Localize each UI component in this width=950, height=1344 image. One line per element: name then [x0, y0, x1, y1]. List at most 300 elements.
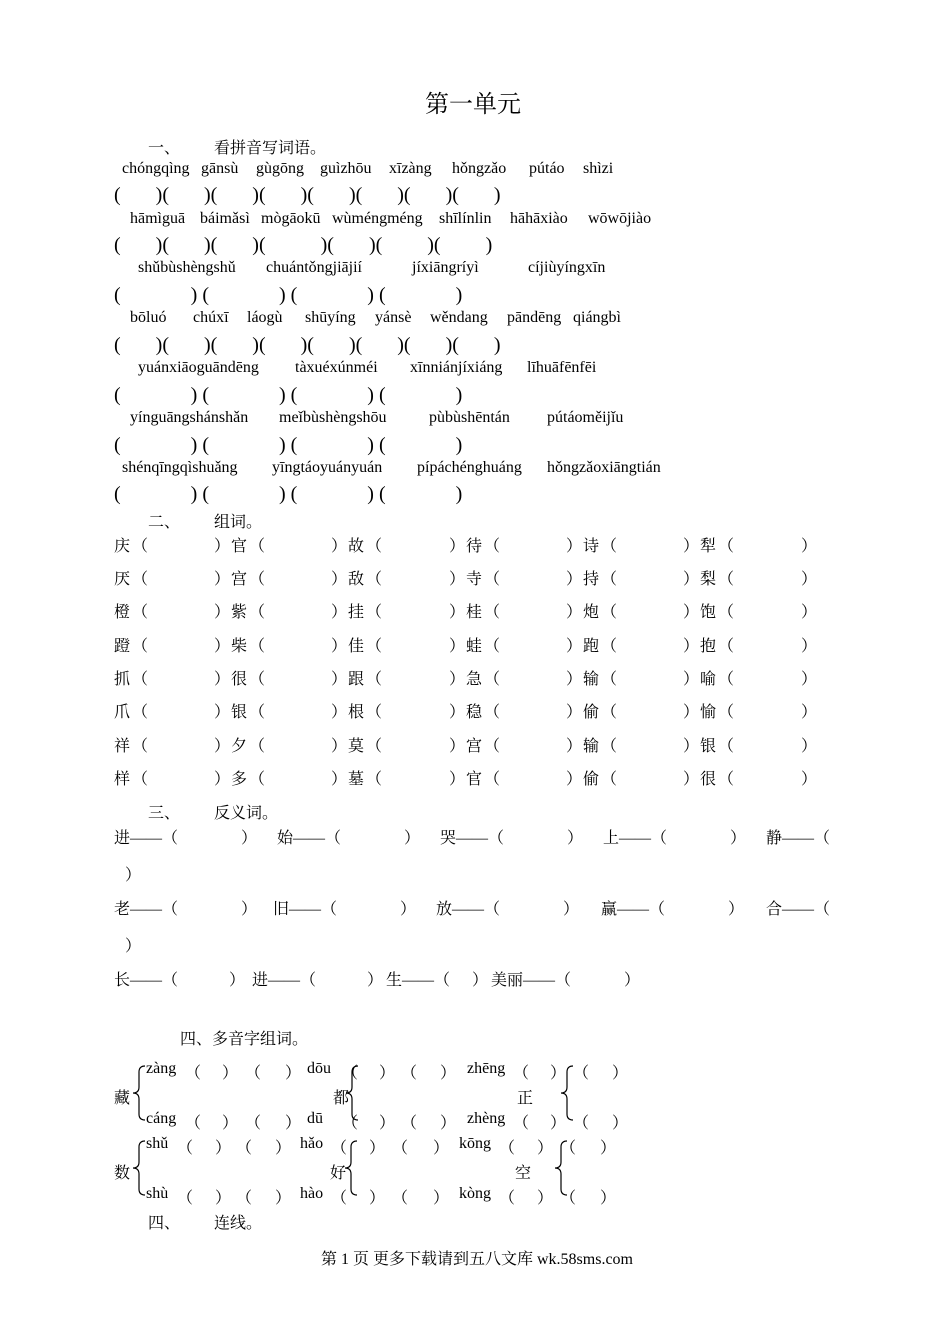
section-1-number: 一、 [148, 140, 181, 157]
antonym-item: 放——（ [436, 901, 501, 918]
polyphone-reading: hào [300, 1185, 324, 1202]
antonym-item: 进——（ [114, 830, 179, 847]
polyphone-open-paren: （ [236, 1190, 253, 1207]
antonym-item: 长——（ [114, 972, 179, 989]
antonym-close-paren: ） [728, 901, 745, 918]
section-2-label: 组词。 [214, 514, 263, 531]
polyphone-reading: shù [146, 1185, 169, 1202]
section-5-label: 连线。 [214, 1215, 263, 1232]
zuci-open-paren: （ [132, 671, 149, 688]
zuci-close-paren: ） [566, 738, 583, 755]
zuci-close-paren: ） [214, 604, 231, 621]
pinyin-word: hǒngzǎo [452, 160, 507, 177]
zuci-close-paren: ） [683, 671, 700, 688]
pinyin-word: shǔbùshèngshǔ [138, 259, 236, 276]
zuci-close-paren: ） [331, 638, 348, 655]
zuci-open-paren: （ [132, 704, 149, 721]
zuci-char: 炮 [583, 604, 600, 621]
zuci-open-paren: （ [132, 604, 149, 621]
pinyin-word: guìzhōu [320, 160, 372, 177]
zuci-close-paren: ） [449, 538, 466, 555]
polyphone-close-paren: ） [600, 1190, 617, 1207]
polyphone-char: 数 [114, 1165, 131, 1182]
polyphone-open-paren: （ [245, 1065, 262, 1082]
zuci-char: 墓 [348, 771, 365, 788]
polyphone-close-paren: ） [612, 1115, 629, 1132]
zuci-open-paren: （ [484, 704, 501, 721]
polyphone-close-paren: ） [440, 1115, 457, 1132]
brace-icon [345, 1141, 359, 1195]
polyphone-open-paren: （ [245, 1115, 262, 1132]
pinyin-word: chuántǒngjiājií [266, 259, 362, 276]
pinyin-word: pútáo [529, 160, 565, 177]
polyphone-char: 藏 [114, 1090, 131, 1107]
zuci-close-paren: ） [214, 571, 231, 588]
zuci-open-paren: （ [249, 704, 266, 721]
pinyin-word: xīnniánjíxiáng [410, 359, 503, 376]
zuci-open-paren: （ [718, 704, 735, 721]
polyphone-close-paren: ） [285, 1065, 302, 1082]
pinyin-word: hǒngzǎoxiāngtián [547, 459, 661, 476]
polyphone-close-paren: ） [379, 1115, 396, 1132]
pinyin-word: jíxiāngríyì [412, 259, 479, 276]
pinyin-word: līhuāfēnfēi [527, 359, 597, 376]
antonym-item: 静——（ [766, 830, 831, 847]
polyphone-close-paren: ） [379, 1065, 396, 1082]
zuci-char: 饱 [700, 604, 717, 621]
polyphone-open-paren: （ [177, 1190, 194, 1207]
pinyin-word: shūyíng [305, 309, 356, 326]
pinyin-word: shìzi [583, 160, 614, 177]
polyphone-reading: zhèng [467, 1110, 506, 1127]
brace-icon [555, 1141, 569, 1195]
antonym-close-paren: ） [367, 972, 384, 989]
zuci-close-paren: ） [214, 704, 231, 721]
zuci-open-paren: （ [601, 638, 618, 655]
zuci-close-paren: ） [449, 604, 466, 621]
antonym-item: 旧——（ [273, 901, 338, 918]
antonym-item: 赢——（ [601, 901, 666, 918]
polyphone-open-paren: （ [499, 1140, 516, 1157]
zuci-close-paren: ） [566, 771, 583, 788]
polyphone-open-paren: （ [513, 1065, 530, 1082]
zuci-char: 寺 [466, 571, 483, 588]
antonym-item: 哭——（ [440, 830, 505, 847]
zuci-close-paren: ） [683, 704, 700, 721]
zuci-char: 诗 [583, 538, 600, 555]
zuci-char: 抱 [700, 638, 717, 655]
zuci-char: 跟 [348, 671, 365, 688]
antonym-item: 生——（ [386, 972, 451, 989]
antonym-item: 美丽——（ [491, 972, 572, 989]
zuci-close-paren: ） [801, 538, 818, 555]
zuci-close-paren: ） [214, 671, 231, 688]
zuci-open-paren: （ [366, 638, 383, 655]
polyphone-close-paren: ） [550, 1115, 567, 1132]
pinyin-word: shīlínlin [439, 210, 492, 227]
antonym-item: 始——（ [277, 830, 342, 847]
section-2-number: 二、 [148, 514, 181, 531]
zuci-open-paren: （ [484, 538, 501, 555]
zuci-open-paren: （ [249, 771, 266, 788]
polyphone-open-paren: （ [401, 1065, 418, 1082]
zuci-open-paren: （ [601, 704, 618, 721]
zuci-open-paren: （ [601, 571, 618, 588]
zuci-close-paren: ） [331, 571, 348, 588]
pinyin-word: gānsù [201, 160, 239, 177]
antonym-close-paren: ） [404, 830, 421, 847]
page-footer: 第 1 页 更多下载请到五八文库 wk.58sms.com [321, 1251, 634, 1268]
zuci-char: 祥 [114, 738, 131, 755]
zuci-open-paren: （ [366, 671, 383, 688]
zuci-char: 桂 [466, 604, 483, 621]
zuci-close-paren: ） [801, 771, 818, 788]
zuci-close-paren: ） [214, 771, 231, 788]
zuci-close-paren: ） [214, 738, 231, 755]
antonym-item: 进——（ [252, 972, 317, 989]
antonym-item: 老——（ [114, 901, 179, 918]
polyphone-char: 都 [333, 1090, 350, 1107]
zuci-close-paren: ） [566, 638, 583, 655]
zuci-close-paren: ） [331, 704, 348, 721]
section-3-number: 三、 [148, 805, 181, 822]
zuci-open-paren: （ [484, 638, 501, 655]
pinyin-word: shénqīngqìshuǎng [122, 459, 238, 476]
zuci-open-paren: （ [132, 538, 149, 555]
zuci-open-paren: （ [718, 571, 735, 588]
pinyin-word: hāhāxiào [510, 210, 568, 227]
pinyin-word: meǐbùshèngshōu [279, 409, 387, 426]
polyphone-reading: zàng [146, 1060, 177, 1077]
zuci-open-paren: （ [601, 604, 618, 621]
zuci-open-paren: （ [249, 571, 266, 588]
polyphone-close-paren: ） [275, 1190, 292, 1207]
zuci-close-paren: ） [331, 738, 348, 755]
zuci-char: 莫 [348, 738, 365, 755]
answer-parentheses: ( ) ( ) ( ) ( ) [114, 483, 463, 505]
pinyin-word: cíjiùyíngxīn [528, 259, 606, 276]
pinyin-word: hāmìguā [130, 210, 186, 227]
zuci-close-paren: ） [566, 704, 583, 721]
polyphone-close-paren: ） [222, 1115, 239, 1132]
polyphone-reading: shǔ [146, 1135, 169, 1152]
polyphone-open-paren: （ [499, 1190, 516, 1207]
pinyin-word: wōwōjiào [588, 210, 652, 227]
zuci-close-paren: ） [566, 571, 583, 588]
polyphone-reading: cáng [146, 1110, 177, 1127]
zuci-close-paren: ） [449, 571, 466, 588]
zuci-open-paren: （ [601, 671, 618, 688]
antonym-close-paren: ） [563, 901, 580, 918]
pinyin-word: wùméngméng [332, 210, 423, 227]
zuci-close-paren: ） [801, 738, 818, 755]
zuci-close-paren: ） [801, 704, 818, 721]
zuci-char: 柴 [231, 638, 248, 655]
pinyin-word: yínguāngshánshǎn [130, 409, 249, 426]
zuci-open-paren: （ [601, 538, 618, 555]
zuci-close-paren: ） [449, 738, 466, 755]
polyphone-close-paren: ） [215, 1190, 232, 1207]
zuci-open-paren: （ [484, 571, 501, 588]
polyphone-open-paren: （ [392, 1190, 409, 1207]
pinyin-word: xīzàng [389, 160, 432, 177]
zuci-char: 持 [583, 571, 600, 588]
zuci-char: 样 [114, 771, 131, 788]
antonym-close-paren: ） [241, 901, 258, 918]
zuci-open-paren: （ [132, 738, 149, 755]
pinyin-word: chúxī [193, 309, 229, 326]
polyphone-open-paren: （ [331, 1190, 348, 1207]
pinyin-word: yánsè [375, 309, 412, 326]
polyphone-open-paren: （ [560, 1190, 577, 1207]
polyphone-close-paren: ） [550, 1065, 567, 1082]
zuci-open-paren: （ [366, 604, 383, 621]
zuci-char: 银 [231, 704, 248, 721]
zuci-char: 犁 [700, 538, 717, 555]
zuci-char: 故 [348, 538, 365, 555]
zuci-close-paren: ） [331, 538, 348, 555]
zuci-close-paren: ） [449, 671, 466, 688]
zuci-open-paren: （ [718, 671, 735, 688]
answer-parentheses: ( )( )( )( )( )( )( )( ) [114, 184, 501, 206]
zuci-char: 梨 [700, 571, 717, 588]
zuci-char: 跑 [583, 638, 600, 655]
zuci-char: 夕 [231, 738, 248, 755]
zuci-close-paren: ） [683, 638, 700, 655]
zuci-close-paren: ） [331, 771, 348, 788]
zuci-char: 输 [583, 671, 600, 688]
answer-parentheses: ( ) ( ) ( ) ( ) [114, 384, 463, 406]
zuci-char: 橙 [114, 604, 131, 621]
answer-parentheses: ( ) ( ) ( ) ( ) [114, 284, 463, 306]
pinyin-word: wěndang [430, 309, 488, 326]
zuci-close-paren: ） [683, 571, 700, 588]
zuci-char: 偷 [583, 771, 600, 788]
zuci-open-paren: （ [132, 571, 149, 588]
brace-icon [133, 1141, 147, 1195]
polyphone-close-paren: ） [222, 1065, 239, 1082]
zuci-close-paren: ） [566, 538, 583, 555]
polyphone-open-paren: （ [560, 1140, 577, 1157]
zuci-open-paren: （ [718, 771, 735, 788]
antonym-item: 上——（ [603, 830, 668, 847]
section-4-label: 四、多音字组词。 [180, 1031, 309, 1048]
polyphone-reading: kòng [459, 1185, 491, 1202]
zuci-char: 蛙 [466, 638, 483, 655]
polyphone-close-paren: ） [215, 1140, 232, 1157]
antonym-close-paren: ） [125, 867, 142, 884]
zuci-close-paren: ） [566, 671, 583, 688]
zuci-open-paren: （ [484, 738, 501, 755]
zuci-close-paren: ） [801, 571, 818, 588]
antonym-close-paren: ） [567, 830, 584, 847]
polyphone-open-paren: （ [401, 1115, 418, 1132]
zuci-open-paren: （ [132, 638, 149, 655]
polyphone-close-paren: ） [369, 1190, 386, 1207]
pinyin-word: láogù [247, 309, 283, 326]
answer-parentheses: ( )( )( )( )( )( )( )( ) [114, 334, 501, 356]
zuci-open-paren: （ [718, 538, 735, 555]
zuci-close-paren: ） [449, 704, 466, 721]
zuci-char: 待 [466, 538, 483, 555]
pinyin-word: pāndēng [507, 309, 562, 326]
zuci-char: 很 [700, 771, 717, 788]
zuci-char: 愉 [700, 704, 717, 721]
pinyin-word: pùbùshēntán [429, 409, 510, 426]
polyphone-open-paren: （ [573, 1115, 590, 1132]
polyphone-reading: kōng [459, 1135, 491, 1152]
antonym-close-paren: ） [125, 938, 142, 955]
polyphone-open-paren: （ [331, 1140, 348, 1157]
polyphone-open-paren: （ [185, 1065, 202, 1082]
zuci-char: 紫 [231, 604, 248, 621]
zuci-open-paren: （ [718, 638, 735, 655]
polyphone-close-paren: ） [369, 1140, 386, 1157]
zuci-open-paren: （ [366, 738, 383, 755]
zuci-close-paren: ） [801, 671, 818, 688]
polyphone-close-paren: ） [275, 1140, 292, 1157]
zuci-close-paren: ） [331, 604, 348, 621]
zuci-char: 挂 [348, 604, 365, 621]
brace-icon [346, 1066, 360, 1120]
zuci-open-paren: （ [718, 604, 735, 621]
section-3-label: 反义词。 [214, 805, 279, 822]
zuci-close-paren: ） [801, 638, 818, 655]
polyphone-reading: dōu [307, 1060, 331, 1077]
polyphone-open-paren: （ [513, 1115, 530, 1132]
zuci-open-paren: （ [718, 738, 735, 755]
polyphone-open-paren: （ [392, 1140, 409, 1157]
zuci-char: 稳 [466, 704, 483, 721]
zuci-char: 宫 [231, 571, 248, 588]
zuci-char: 佳 [348, 638, 365, 655]
polyphone-open-paren: （ [573, 1065, 590, 1082]
pinyin-word: pútáoměijǐu [547, 409, 624, 426]
antonym-close-paren: ） [730, 830, 747, 847]
zuci-open-paren: （ [249, 604, 266, 621]
brace-icon [561, 1066, 575, 1120]
section-5-number: 四、 [148, 1215, 181, 1232]
zuci-open-paren: （ [249, 738, 266, 755]
zuci-open-paren: （ [132, 771, 149, 788]
zuci-char: 敌 [348, 571, 365, 588]
zuci-open-paren: （ [249, 538, 266, 555]
section-1-label: 看拼音写词语。 [214, 140, 327, 157]
zuci-close-paren: ） [683, 771, 700, 788]
antonym-close-paren: ） [241, 830, 258, 847]
zuci-close-paren: ） [449, 771, 466, 788]
pinyin-word: gùgōng [256, 160, 304, 177]
brace-icon [133, 1066, 147, 1120]
zuci-char: 喻 [700, 671, 717, 688]
pinyin-word: tàxuéxúnméi [295, 359, 378, 376]
zuci-char: 抓 [114, 671, 131, 688]
pinyin-word: yīngtáoyuányuán [272, 459, 383, 476]
antonym-item: 合——（ [766, 901, 831, 918]
antonym-close-paren: ） [472, 972, 489, 989]
polyphone-open-paren: （ [342, 1065, 359, 1082]
polyphone-close-paren: ） [285, 1115, 302, 1132]
zuci-char: 厌 [114, 571, 131, 588]
zuci-close-paren: ） [801, 604, 818, 621]
polyphone-close-paren: ） [600, 1140, 617, 1157]
zuci-close-paren: ） [449, 638, 466, 655]
zuci-open-paren: （ [366, 704, 383, 721]
polyphone-open-paren: （ [177, 1140, 194, 1157]
polyphone-reading: zhēng [467, 1060, 506, 1077]
polyphone-open-paren: （ [236, 1140, 253, 1157]
zuci-char: 银 [700, 738, 717, 755]
answer-parentheses: ( )( )( )( )( )( )( ) [114, 234, 493, 256]
zuci-open-paren: （ [484, 604, 501, 621]
pinyin-word: pípáchénghuáng [417, 459, 522, 476]
zuci-open-paren: （ [484, 671, 501, 688]
polyphone-close-paren: ） [537, 1190, 554, 1207]
polyphone-close-paren: ） [433, 1190, 450, 1207]
polyphone-open-paren: （ [342, 1115, 359, 1132]
zuci-char: 庆 [114, 538, 131, 555]
zuci-char: 很 [231, 671, 248, 688]
polyphone-open-paren: （ [185, 1115, 202, 1132]
pinyin-word: mògāokū [261, 210, 321, 227]
page-title: 第一单元 [425, 92, 521, 118]
zuci-char: 多 [231, 771, 248, 788]
polyphone-reading: dū [307, 1110, 323, 1127]
zuci-char: 输 [583, 738, 600, 755]
antonym-close-paren: ） [400, 901, 417, 918]
zuci-open-paren: （ [484, 771, 501, 788]
zuci-open-paren: （ [601, 738, 618, 755]
zuci-char: 蹬 [114, 638, 131, 655]
zuci-open-paren: （ [601, 771, 618, 788]
pinyin-word: bōluó [130, 309, 167, 326]
zuci-close-paren: ） [683, 604, 700, 621]
antonym-close-paren: ） [229, 972, 246, 989]
pinyin-word: chóngqìng [122, 160, 190, 177]
polyphone-close-paren: ） [440, 1065, 457, 1082]
polyphone-close-paren: ） [612, 1065, 629, 1082]
polyphone-char: 好 [330, 1165, 347, 1182]
answer-parentheses: ( ) ( ) ( ) ( ) [114, 434, 463, 456]
zuci-close-paren: ） [683, 738, 700, 755]
zuci-open-paren: （ [366, 571, 383, 588]
polyphone-char: 空 [515, 1165, 532, 1182]
zuci-close-paren: ） [331, 671, 348, 688]
zuci-close-paren: ） [214, 538, 231, 555]
antonym-close-paren: ） [624, 972, 641, 989]
zuci-char: 官 [466, 771, 483, 788]
polyphone-close-paren: ） [433, 1140, 450, 1157]
zuci-open-paren: （ [249, 671, 266, 688]
zuci-char: 偷 [583, 704, 600, 721]
pinyin-word: qiángbì [573, 309, 621, 326]
zuci-close-paren: ） [566, 604, 583, 621]
zuci-char: 急 [466, 671, 483, 688]
polyphone-char: 正 [517, 1090, 534, 1107]
zuci-char: 根 [348, 704, 365, 721]
zuci-close-paren: ） [214, 638, 231, 655]
pinyin-word: yuánxiāoguāndēng [138, 359, 259, 376]
zuci-char: 爪 [114, 704, 131, 721]
zuci-char: 宫 [466, 738, 483, 755]
polyphone-close-paren: ） [537, 1140, 554, 1157]
zuci-open-paren: （ [249, 638, 266, 655]
zuci-open-paren: （ [366, 771, 383, 788]
zuci-open-paren: （ [366, 538, 383, 555]
pinyin-word: báimǎsì [200, 210, 250, 227]
zuci-close-paren: ） [683, 538, 700, 555]
polyphone-reading: hǎo [300, 1135, 324, 1152]
